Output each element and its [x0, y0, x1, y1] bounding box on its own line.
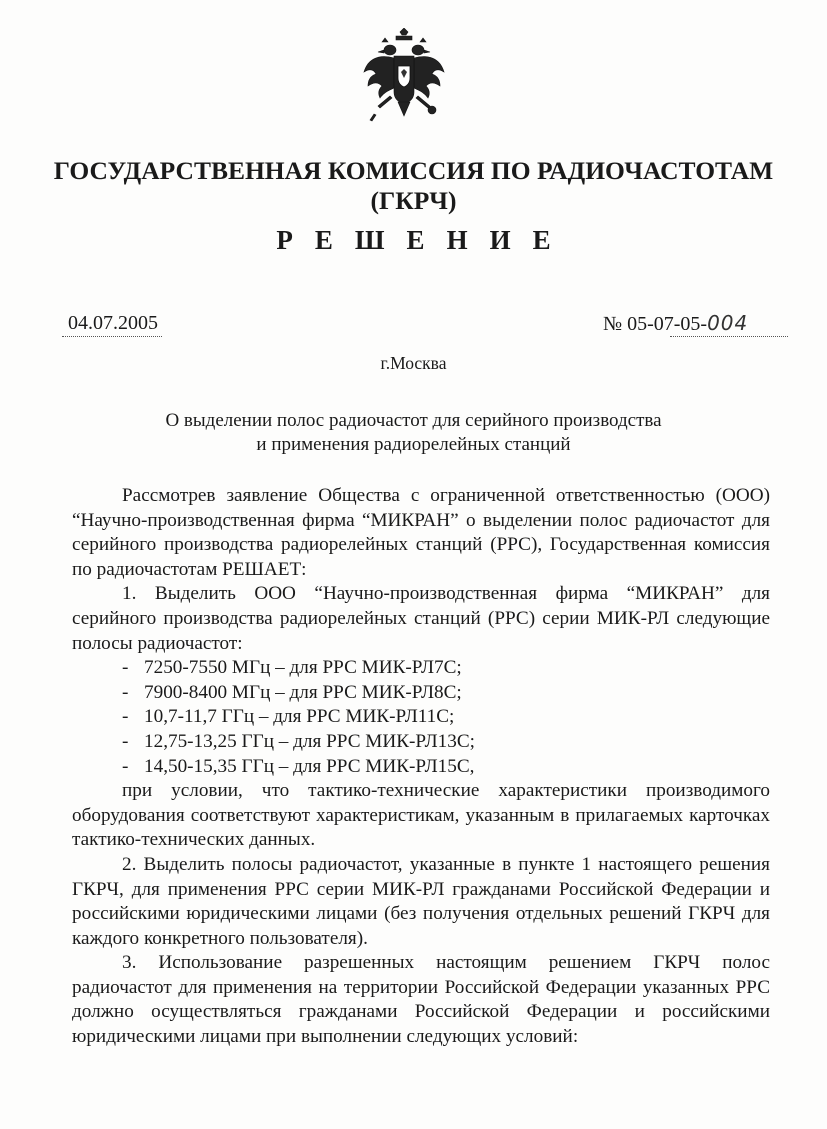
band-text: 7250-7550 МГц – для РРС МИК-РЛ7С; — [144, 657, 462, 679]
band-text: 10,7-11,7 ГГц – для РРС МИК-РЛ11С; — [144, 706, 455, 728]
document-number-prefix: № 05-07-05- — [603, 313, 708, 335]
item-1-paragraph: 1. Выделить ООО “Научно-производственная фирма “МИКРАН” для серийного производства радиорелейных станций (РРС) серии МИК-РЛ следующие полосы радиочастот: — [72, 583, 770, 654]
organization-title: ГОСУДАРСТВЕННАЯ КОМИССИЯ ПО РАДИОЧАСТОТАМ — [53, 156, 774, 185]
band-list-item: - 7900-8400 МГц – для РРС МИК-РЛ8С; — [72, 681, 770, 706]
decision-body — [72, 484, 770, 1050]
item-2-paragraph: 2. Выделить полосы радиочастот, указанные в пункте 1 настоящего решения ГКРЧ, для применения РРС серии МИК-РЛ гражданами Российской Федерации и российскими юридическими лицами (без получения отдельных решений ГКРЧ для каждого конкретного пользователя). — [72, 853, 770, 949]
band-list-item: - 14,50-15,35 ГГц – для РРС МИК-РЛ15С, — [72, 755, 770, 780]
condition-paragraph: при условии, что тактико-технические характеристики производимого оборудования соответствуют характеристикам, указанным в прилагаемых карточках тактико-технических данных. — [72, 780, 770, 851]
date-underline — [62, 336, 162, 337]
band-text: 12,75-13,25 ГГц – для РРС МИК-РЛ13С; — [144, 730, 475, 752]
band-list-item: - 7250-7550 МГц – для РРС МИК-РЛ7С; — [72, 656, 770, 681]
double-headed-eagle-emblem — [360, 28, 448, 124]
item-3-paragraph: 3. Использование разрешенных настоящим решением ГКРЧ полос радиочастот для применения на территории Российской Федерации указанных РРС должно осуществляться гражданами Российской Федерации и российскими юридическими лицами при выполнении следующих условий: — [72, 952, 770, 1048]
document-type-title: РЕШЕНИЕ — [276, 225, 573, 255]
band-list-item: - 10,7-11,7 ГГц – для РРС МИК-РЛ11С; — [72, 705, 770, 730]
subject-line-1: О выделении полос радиочастот для серийного производства — [165, 410, 662, 431]
intro-paragraph: Рассмотрев заявление Общества с ограниченной ответственностью (ООО) “Научно-производственная фирма “МИКРАН” о выделении полос радиочастот для серийного производства радиорелейных станций (РРС), Государственная комиссия по радиочастотам РЕШАЕТ: — [72, 485, 770, 580]
band-list-item: - 12,75-13,25 ГГц – для РРС МИК-РЛ13С; — [72, 730, 770, 755]
document-number-handwritten: 004 — [707, 311, 749, 335]
band-text: 14,50-15,35 ГГц – для РРС МИК-РЛ15С, — [144, 755, 475, 777]
number-underline — [670, 336, 788, 337]
document-date: 04.07.2005 — [68, 312, 158, 334]
band-text: 7900-8400 МГц – для РРС МИК-РЛ8С; — [144, 681, 462, 703]
document-number — [603, 311, 748, 336]
city: г.Москва — [380, 353, 447, 373]
subject-line-2: и применения радиорелейных станций — [256, 434, 571, 455]
organization-abbreviation: (ГКРЧ) — [370, 186, 457, 215]
